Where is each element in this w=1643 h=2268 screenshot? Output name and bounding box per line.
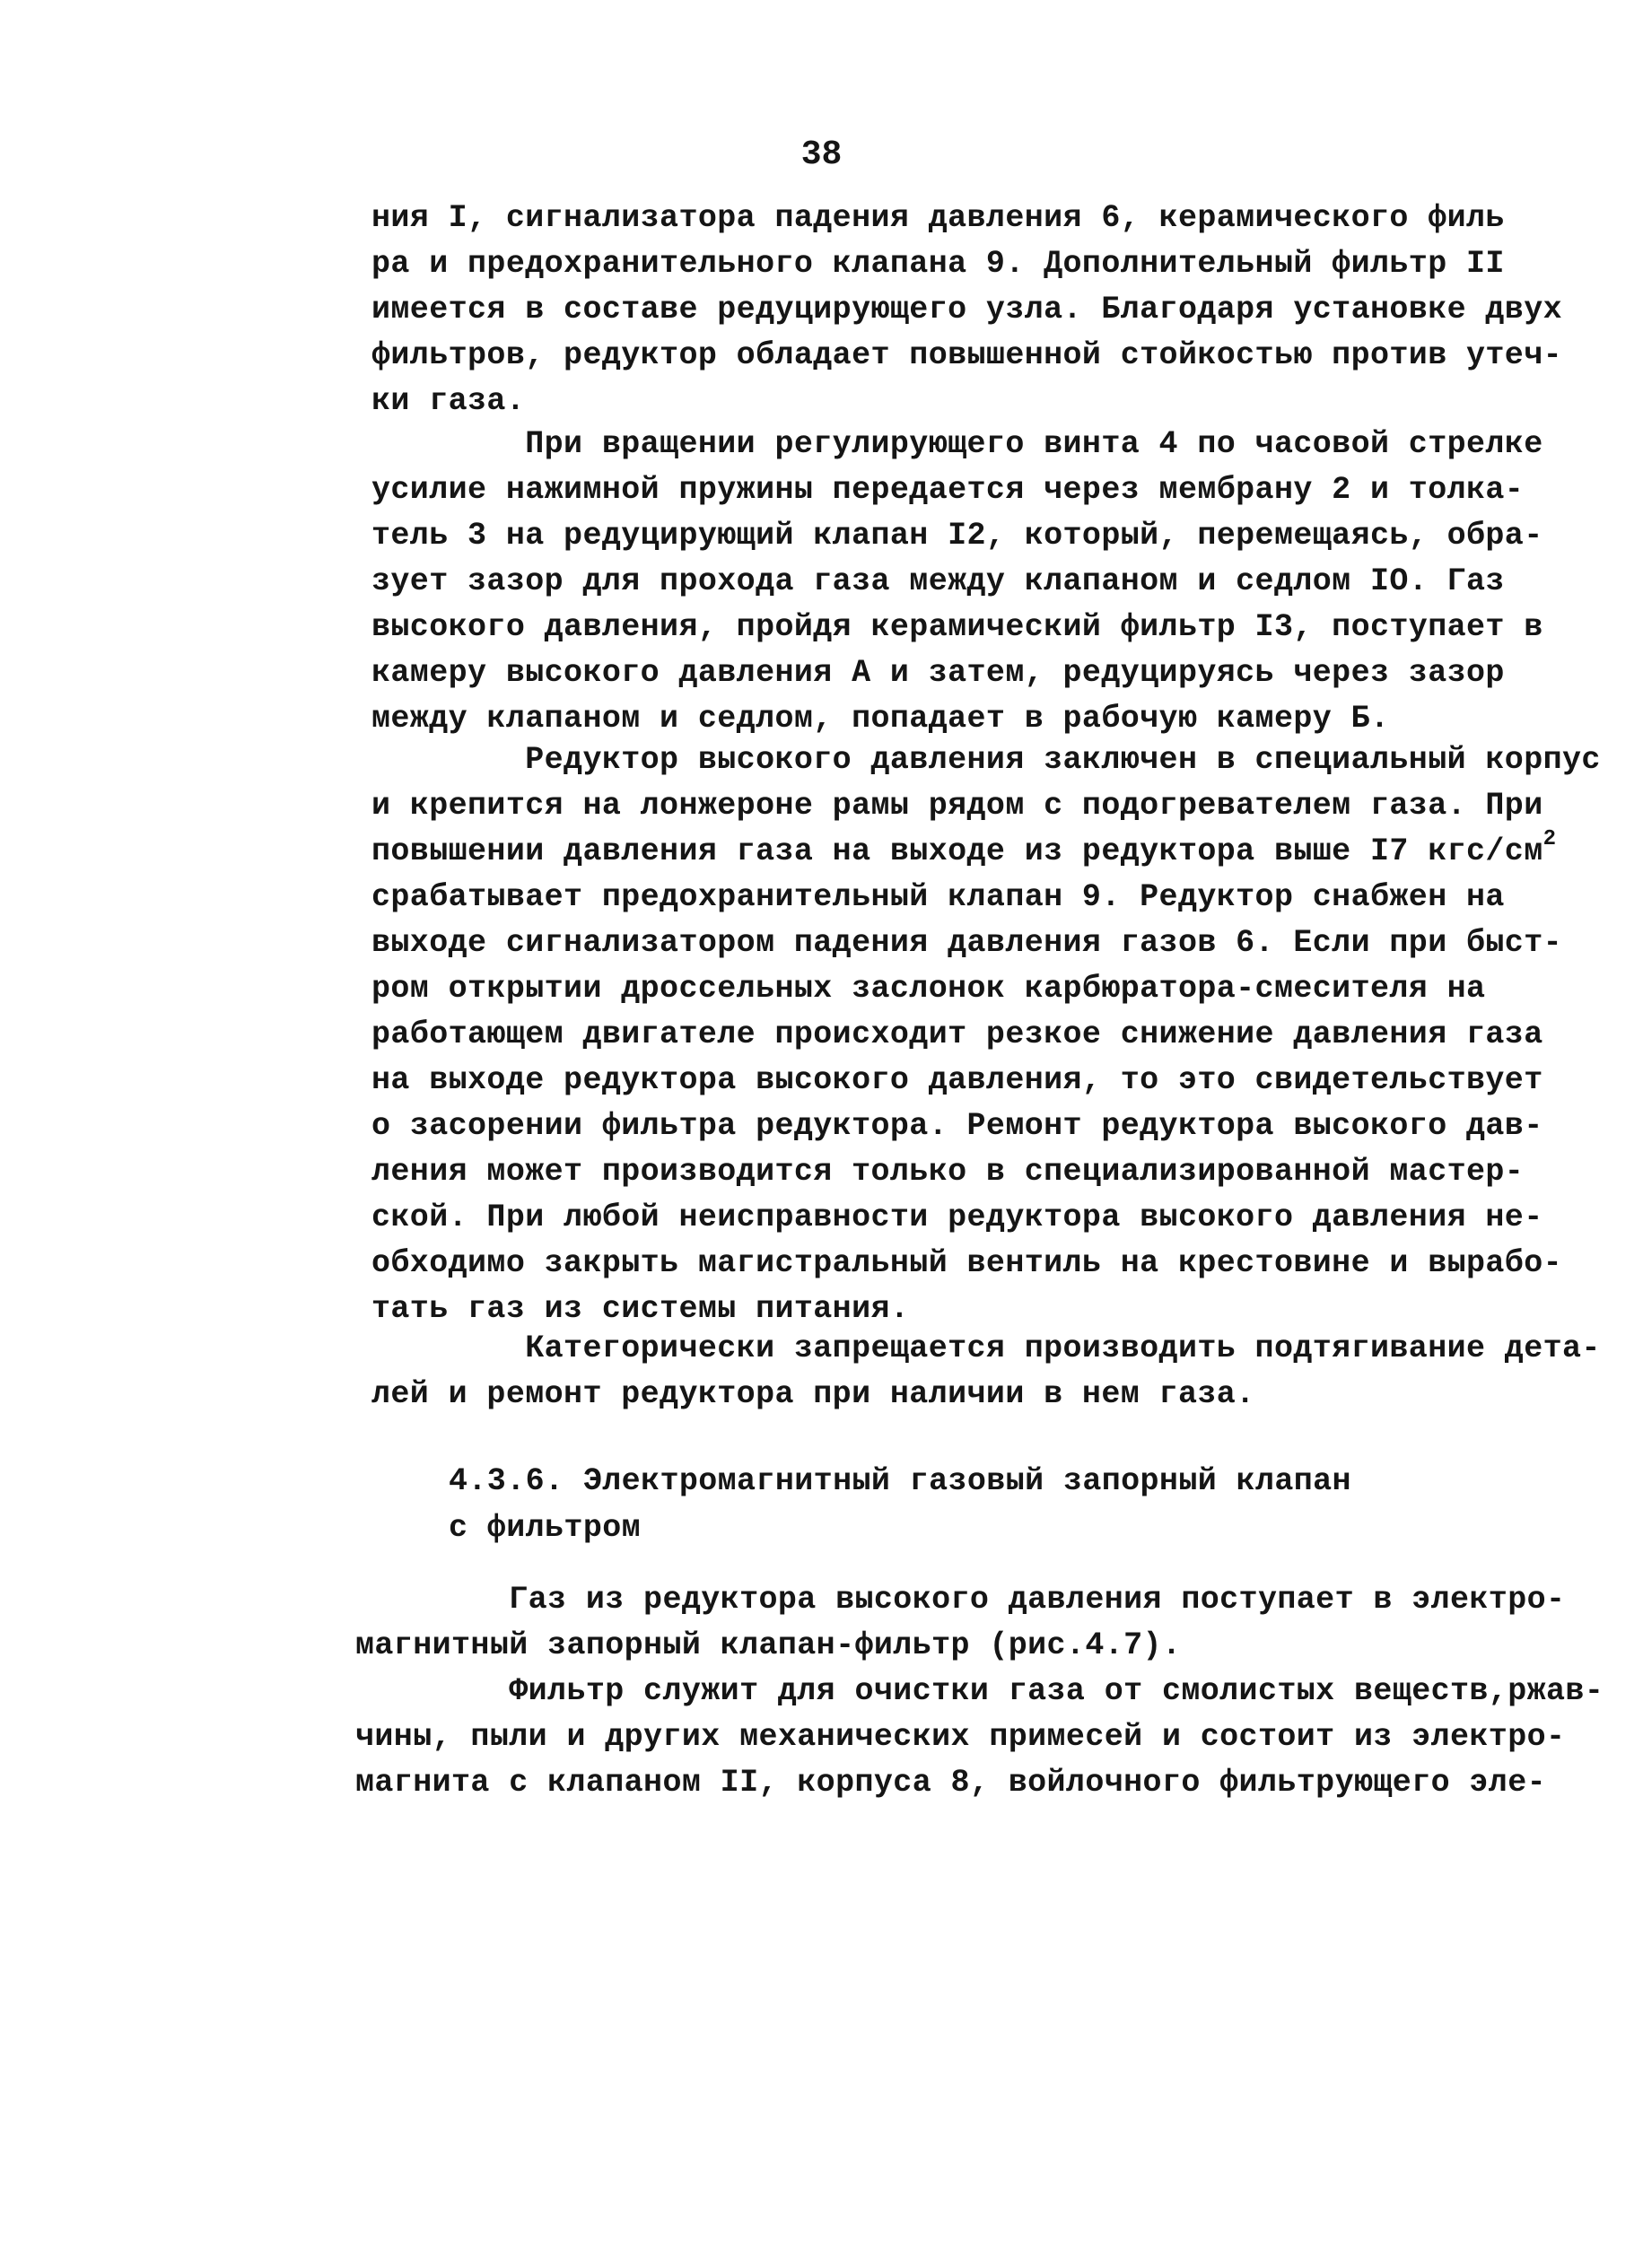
text-line: имеется в составе редуцирующего узла. Благодаря установке двух bbox=[371, 292, 1563, 327]
superscript-two: 2 bbox=[1542, 827, 1557, 852]
text-line: фильтров, редуктор обладает повышенной стойкостью против утеч- bbox=[371, 337, 1563, 373]
text-line: и крепится на лонжероне рамы рядом с подогревателем газа. При bbox=[371, 788, 1543, 824]
text-line: ской. При любой неисправности редуктора высокого давления не- bbox=[371, 1199, 1543, 1235]
paragraph-2 bbox=[371, 422, 1543, 742]
text-line: магнита с клапаном II, корпуса 8, войлочного фильтрующего эле- bbox=[355, 1765, 1547, 1801]
text-line: тать газ из системы питания. bbox=[371, 1291, 910, 1327]
text-line: усилие нажимной пружины передается через мембрану 2 и толка- bbox=[371, 472, 1525, 508]
text-line: ления может производится только в специализированной мастер- bbox=[371, 1154, 1525, 1190]
text-line: магнитный запорный клапан-фильтр (рис.4.7). bbox=[355, 1627, 1182, 1663]
text-line: между клапаном и седлом, попадает в рабочую камеру Б. bbox=[371, 701, 1390, 737]
text-line: Редуктор высокого давления заключен в специальный корпус bbox=[371, 742, 1601, 778]
text-line: Фильтр служит для очистки газа от смолистых веществ,ржав- bbox=[355, 1673, 1604, 1709]
heading-line: 4.3.6. Электромагнитный газовый запорный клапан bbox=[449, 1463, 1351, 1499]
text-line: на выходе редуктора высокого давления, то это свидетельствует bbox=[371, 1062, 1543, 1098]
section-heading bbox=[449, 1458, 1351, 1551]
text-line: повышении давления газа на выходе из редуктора выше I7 кгс/см bbox=[371, 833, 1543, 869]
text-line: Категорически запрещается производить подтягивание дета- bbox=[371, 1330, 1601, 1366]
text-line: ния I, сигнализатора падения давления 6, керамического филь bbox=[371, 200, 1505, 236]
paragraph-6 bbox=[355, 1669, 1604, 1806]
text-line: лей и ремонт редуктора при наличии в нем газа. bbox=[371, 1376, 1255, 1412]
paragraph-1 bbox=[371, 196, 1562, 424]
paragraph-5 bbox=[355, 1577, 1565, 1669]
text-line: При вращении регулирующего винта 4 по часовой стрелке bbox=[371, 426, 1543, 462]
paragraph-3 bbox=[371, 737, 1601, 1332]
text-line: ра и предохранительного клапана 9. Дополнительный фильтр II bbox=[371, 246, 1505, 282]
text-line: зует зазор для прохода газа между клапаном и седлом IO. Газ bbox=[371, 563, 1505, 599]
text-line: высокого давления, пройдя керамический фильтр I3, поступает в bbox=[371, 609, 1543, 645]
text-line: ром открытии дроссельных заслонок карбюратора-смесителя на bbox=[371, 971, 1486, 1007]
text-line: выходе сигнализатором падения давления газов 6. Если при быст- bbox=[371, 925, 1563, 961]
heading-line: с фильтром bbox=[449, 1510, 642, 1546]
text-line: работающем двигателе происходит резкое снижение давления газа bbox=[371, 1016, 1543, 1052]
text-line: ки газа. bbox=[371, 383, 526, 419]
paragraph-4-warning bbox=[371, 1326, 1601, 1418]
page-number: 38 bbox=[800, 135, 843, 174]
text-line: обходимо закрыть магистральный вентиль на крестовине и вырабо- bbox=[371, 1245, 1563, 1281]
text-line-with-superscript bbox=[371, 829, 1601, 875]
text-line: Газ из редуктора высокого давления поступает в электро- bbox=[355, 1582, 1566, 1618]
text-line: камеру высокого давления А и затем, редуцируясь через зазор bbox=[371, 655, 1505, 691]
text-line: о засорении фильтра редуктора. Ремонт редуктора высокого дав- bbox=[371, 1108, 1543, 1144]
text-line: срабатывает предохранительный клапан 9. Редуктор снабжен на bbox=[371, 879, 1505, 915]
text-line: тель 3 на редуцирующий клапан I2, который, перемещаясь, обра- bbox=[371, 518, 1543, 554]
text-line: чины, пыли и других механических примесей и состоит из электро- bbox=[355, 1719, 1566, 1755]
